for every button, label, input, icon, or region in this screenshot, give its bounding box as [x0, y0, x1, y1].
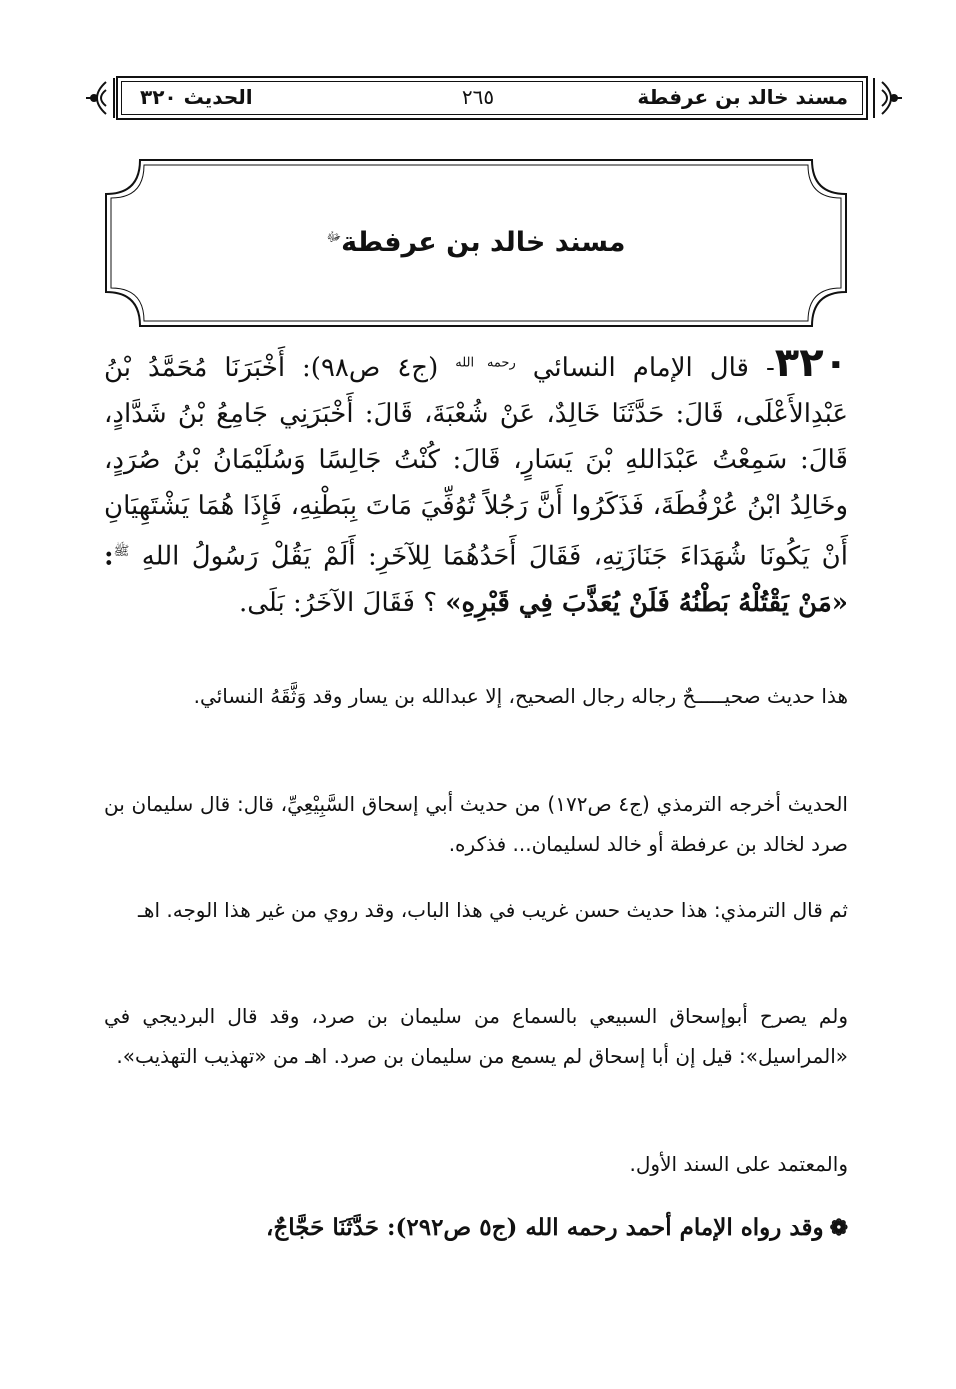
- header-hadith-label: الحديث ٣٢٠: [140, 85, 253, 109]
- commentary-paragraph: والمعتمد على السند الأول.: [629, 1152, 848, 1176]
- section-title-text: مسند خالد بن عرفطة: [341, 227, 626, 258]
- hadith-dash: -: [766, 353, 775, 383]
- hadith-chain: (ج٤ ص٩٨): أَخْبَرَنَا مُحَمَّدُ بْنُ عَبْدِالأَعْلَى، قَالَ: حَدَّثَنَا خَالِدٌ، عَنْ شُعْبَةَ، قَالَ: أَخْبَرَنِي جَامِعُ بْنُ شَدَّادٍ، قَالَ: سَمِعْتُ عَبْدَاللهِ بْنَ يَسَارٍ، قَالَ: كُنْتُ جَالِسًا وَسُلَيْمَانُ بْنُ صُرَدٍ، وخَالِدُ ابْنُ عُرْفُطَةَ، فَذَكَرُوا أَنَّ رَجُلاً تُوُفِّيَ مَاتَ بِبَطْنِهِ، فَإِذَا هُمَا يَشْتَهِيَانِ أَنْ يَكُونَا شُهَدَاءَ جَنَازَتِهِ، فَقَالَ أَحَدُهُمَا لِلآخَرِ: أَلَمْ يَقُلْ رَسُولُ اللهِ: [104, 353, 849, 572]
- hadith-ending: ؟ فَقَالَ الآخَرُ: بَلَى.: [239, 587, 437, 618]
- section-title: [104, 208, 848, 268]
- next-narration-text: وقد رواه الإمام أحمد رحمه الله (ج٥ ص٢٩٢): حَدَّثَنَا حَجَّاجٌ،: [265, 1214, 824, 1241]
- next-narration: [104, 1206, 848, 1250]
- hadith-text: [104, 340, 848, 626]
- hadith-honorific-b: ﷺ: [113, 544, 130, 559]
- header-page-number: ٢٦٥: [461, 85, 495, 109]
- header-ornament-right: [870, 74, 904, 122]
- hadith-honorific-a: رحمه الله: [455, 355, 516, 371]
- flower-ornament-icon: ❁: [829, 1215, 848, 1241]
- commentary-paragraph: هذا حديث صحيـــــحٌ رجاله رجال الصحيح، إلا عبدالله بن يسار وقد وَثَّقَهُ النسائي.: [193, 684, 848, 708]
- commentary-paragraph: ثم قال الترمذي: هذا حديث حسن غريب في هذا الباب، وقد روي من غير هذا الوجه. اهـ: [138, 898, 848, 922]
- commentary-paragraph: الحديث أخرجه الترمذي (ج٤ ص١٧٢) من حديث أبي إسحاق السَّبِيْعِيِّ، قال: قال سليمان بن صرد لخالد بن عرفطة أو خالد لسليمان... فذكره.: [104, 792, 848, 856]
- hadith-quote: : «مَنْ يَقْتُلْهُ بَطْنُهُ فَلَنْ يُعَذَّبَ فِي قَبْرِهِ»: [104, 541, 848, 618]
- hadith-number: ٣٢٠: [774, 340, 849, 386]
- commentary-paragraph: ولم يصرح أبوإسحاق السبيعي بالسماع من سليمان بن صرد، وقد قال البرديجي في «المراسيل»: قيل إن أبا إسحاق لم يسمع من سليمان بن صرد. اهـ من «تهذيب التهذيب».: [104, 1004, 848, 1068]
- section-title-honorific: ﷻ: [326, 230, 342, 245]
- hadith-intro: قال الإمام النسائي: [532, 353, 749, 383]
- header-ornament-left: [84, 74, 118, 122]
- header-book-section: مسند خالد بن عرفطة: [637, 85, 848, 109]
